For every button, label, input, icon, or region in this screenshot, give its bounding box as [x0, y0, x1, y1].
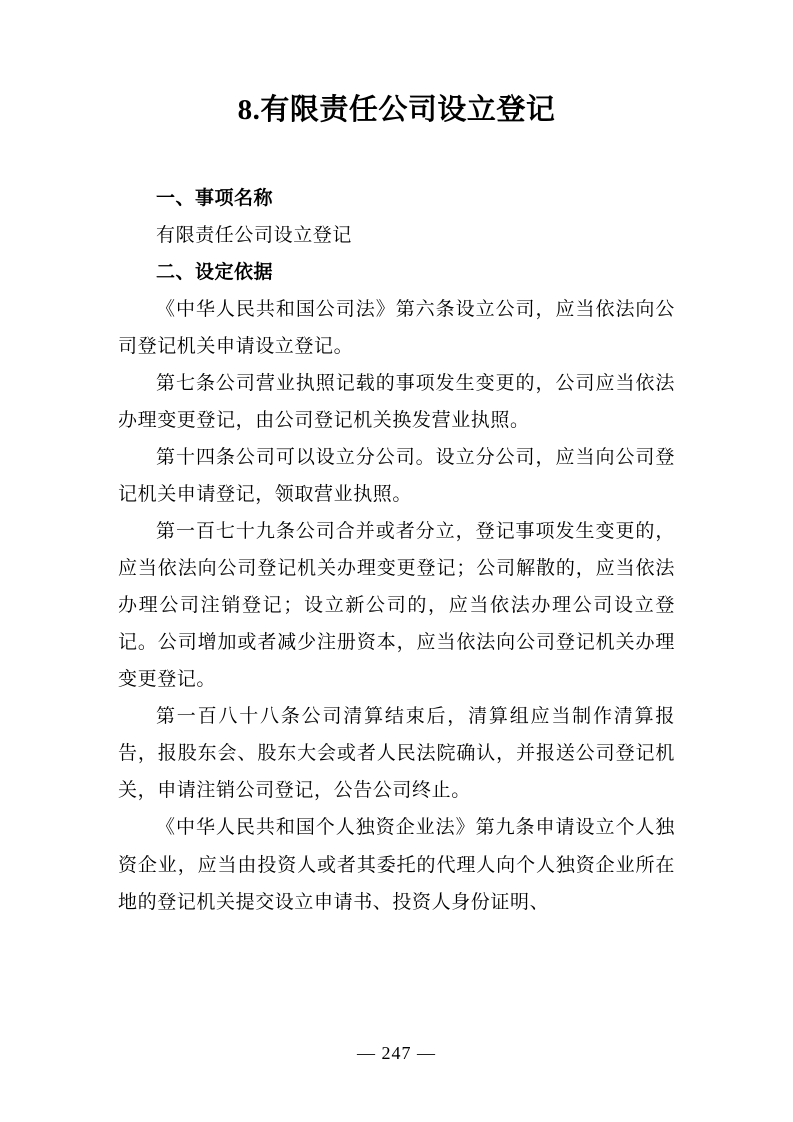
paragraph: 《中华人民共和国个人独资企业法》第九条申请设立个人独资企业，应当由投资人或者其委托的代理人向个人独资企业所在地的登记机关提交设立申请书、投资人身份证明、 — [118, 817, 675, 913]
section-heading: 二、设定依据 — [156, 261, 274, 283]
paragraph: 第一百七十九条公司合并或者分立，登记事项发生变更的，应当依法向公司登记机关办理变更登记；公司解散的，应当依法办理公司注销登记；设立新公司的，应当依法办理公司设立登记。公司增加或者减少注册资本，应当依法向公司登记机关办理变更登记。 — [118, 521, 675, 691]
paragraph: 第七条公司营业执照记载的事项发生变更的，公司应当依法办理变更登记，由公司登记机关换发营业执照。 — [118, 372, 675, 431]
section-heading: 一、事项名称 — [156, 187, 274, 209]
paragraph: 有限责任公司设立登记 — [156, 224, 353, 246]
page-title: 8.有限责任公司设立登记 — [237, 94, 556, 126]
paragraph: 第一百八十八条公司清算结束后，清算组应当制作清算报告，报股东会、股东大会或者人民法院确认，并报送公司登记机关，申请注销公司登记，公告公司终止。 — [118, 706, 675, 802]
section-legal-basis — [118, 254, 675, 921]
page-number: — 247 — — [357, 1043, 436, 1063]
section-item-name — [118, 180, 675, 254]
paragraph: 《中华人民共和国公司法》第六条设立公司，应当依法向公司登记机关申请设立登记。 — [118, 298, 675, 357]
paragraph: 第十四条公司可以设立分公司。设立分公司，应当向公司登记机关申请登记，领取营业执照。 — [118, 447, 675, 506]
